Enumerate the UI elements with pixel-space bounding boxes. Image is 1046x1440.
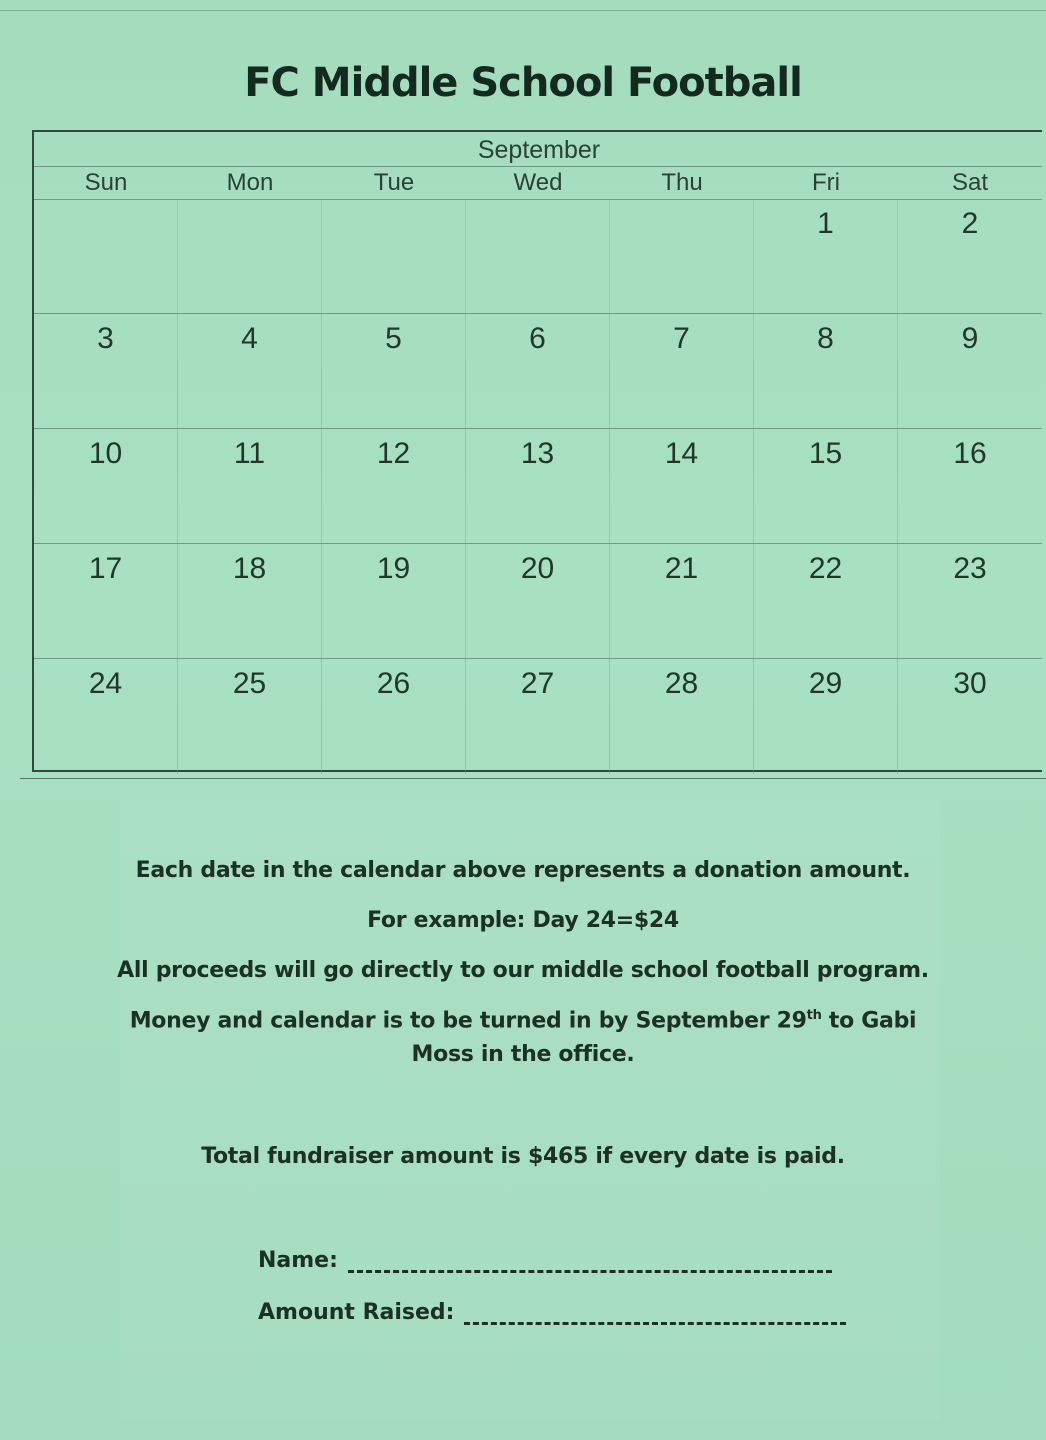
calendar-week (34, 429, 1042, 544)
name-label: Name: (258, 1248, 338, 1273)
calendar-day: 29 (754, 659, 898, 774)
calendar-day: 15 (754, 429, 898, 543)
amount-label: Amount Raised: (258, 1300, 455, 1325)
info-line-donation: Each date in the calendar above represents a donation amount. (135, 858, 911, 883)
info-line-example: For example: Day 24=$24 (367, 908, 679, 933)
deadline-superscript: th (806, 1008, 822, 1023)
calendar-day: 23 (953, 552, 987, 585)
weekday-mon: Mon (226, 169, 274, 196)
calendar-week (34, 544, 1042, 659)
weekday-sun: Sun (84, 169, 128, 196)
weekday-sat: Sat (951, 169, 989, 196)
calendar-week (34, 199, 1042, 314)
calendar-day: 26 (322, 659, 466, 774)
info-line-office: Moss in the office. (411, 1042, 635, 1067)
info-line-total: Total fundraiser amount is $465 if every date is paid. (201, 1144, 845, 1169)
calendar-week (34, 314, 1042, 429)
calendar-day (178, 199, 322, 313)
calendar-day: 9 (961, 322, 979, 355)
calendar-day: 28 (610, 659, 754, 774)
calendar-day: 1 (754, 199, 898, 313)
calendar-day: 14 (610, 429, 754, 543)
calendar-day (34, 199, 178, 313)
weekday-header-row (34, 166, 1042, 200)
info-line-deadline (0, 1008, 1046, 1033)
amount-field[interactable] (258, 1300, 846, 1325)
calendar-day: 18 (178, 544, 322, 658)
amount-blank-line[interactable] (464, 1308, 846, 1325)
calendar-day: 3 (34, 314, 178, 428)
calendar-day: 5 (322, 314, 466, 428)
weekday-fri: Fri (812, 169, 840, 196)
calendar-day: 27 (466, 659, 610, 774)
deadline-text: Money and calendar is to be turned in by September 29 (129, 1008, 807, 1034)
name-blank-line[interactable] (348, 1256, 832, 1273)
calendar-day (322, 199, 466, 313)
weekday-tue: Tue (373, 169, 415, 196)
divider (20, 778, 1046, 779)
calendar-day: 7 (610, 314, 754, 428)
weekday-thu: Thu (661, 169, 703, 196)
calendar-day: 24 (34, 659, 178, 774)
deadline-recipient: to Gabi (821, 1008, 917, 1034)
info-line-proceeds: All proceeds will go directly to our middle school football program. (117, 958, 929, 983)
calendar-day: 2 (961, 207, 979, 240)
name-field[interactable] (258, 1248, 832, 1273)
calendar-day: 4 (178, 314, 322, 428)
calendar-day: 11 (178, 429, 322, 543)
calendar-month: September (477, 136, 601, 164)
paper-top-edge (0, 0, 1046, 11)
weekday-wed: Wed (513, 169, 563, 196)
calendar-day: 13 (466, 429, 610, 543)
calendar-grid (34, 199, 1042, 774)
calendar-day: 22 (754, 544, 898, 658)
page-title: FC Middle School Football (244, 60, 802, 106)
calendar-day: 21 (610, 544, 754, 658)
calendar-week (34, 659, 1042, 774)
calendar-day (466, 199, 610, 313)
calendar-day: 19 (322, 544, 466, 658)
calendar-day: 30 (953, 667, 987, 700)
calendar-day: 10 (34, 429, 178, 543)
calendar-day: 25 (178, 659, 322, 774)
info-panel (120, 800, 940, 1420)
calendar (32, 130, 1042, 772)
calendar-day (610, 199, 754, 313)
calendar-day: 17 (34, 544, 178, 658)
calendar-day: 6 (466, 314, 610, 428)
calendar-day: 20 (466, 544, 610, 658)
calendar-day: 16 (953, 437, 987, 470)
calendar-day: 12 (322, 429, 466, 543)
calendar-day: 8 (754, 314, 898, 428)
